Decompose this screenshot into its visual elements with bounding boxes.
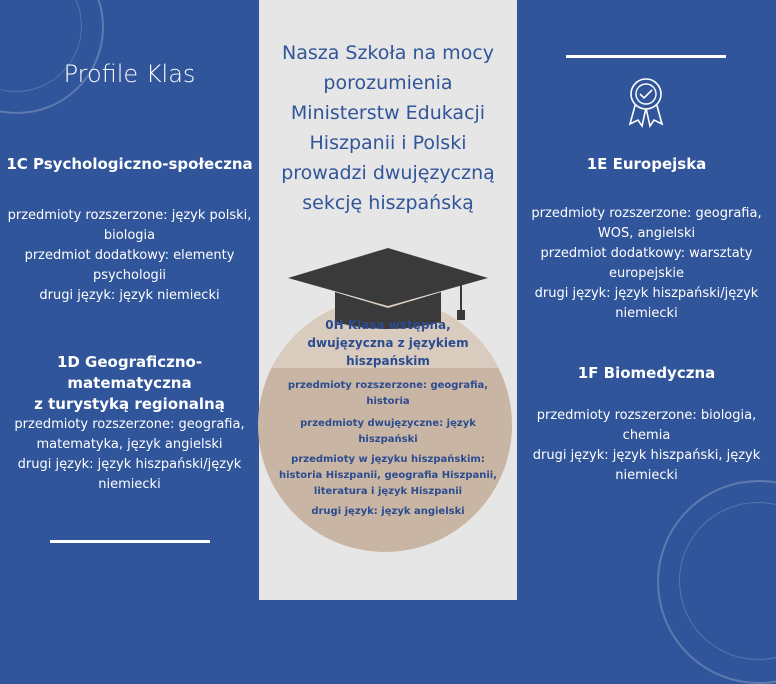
class-1f-heading: 1F Biomedyczna bbox=[577, 364, 716, 382]
right-divider-line bbox=[566, 55, 726, 58]
class-1e-details: przedmioty rozszerzone: geografia, WOS, angielski przedmiot dodatkowy: warsztaty europejskie drugi język: język hiszpański/język niemiecki bbox=[531, 206, 762, 321]
class-1c-heading: 1C Psychologiczno-społeczna bbox=[6, 155, 253, 173]
class-1d-heading: 1D Geograficzno-matematyczna z turystyką regionalną bbox=[34, 353, 225, 413]
left-divider-line bbox=[50, 540, 210, 543]
class-1e-heading: 1E Europejska bbox=[586, 155, 707, 173]
middle-intro-text: Nasza Szkoła na mocy porozumienia Ministerstw Edukacji Hiszpanii i Polski prowadzi dwujęzyczną sekcję hiszpańską bbox=[281, 42, 495, 214]
class-1f-details: przedmioty rozszerzone: biologia, chemia drugi język: język hiszpański, język niemiecki bbox=[532, 408, 761, 483]
class-0h-heading: 0H Klasa wstępna, dwujęzyczna z językiem hiszpańskim bbox=[307, 318, 469, 368]
class-1c-details: przedmioty rozszerzone: język polski, biologia przedmiot dodatkowy: elementy psychologii drugi język: język niemiecki bbox=[7, 208, 252, 303]
class-1d-details: przedmioty rozszerzone: geografia, matematyka, język angielski drugi język: język hiszpański/język niemiecki bbox=[14, 417, 245, 492]
profile-title: Profile Klas bbox=[63, 60, 196, 88]
class-0h-details: przedmioty rozszerzone: geografia, historia przedmioty dwujęzyczne: język hiszpański przedmioty w języku hiszpańskim: historia Hiszpanii, geografia Hiszpanii, literatura i język Hiszpanii drugi język: język angielski bbox=[278, 380, 497, 517]
award-badge-icon bbox=[624, 76, 668, 128]
